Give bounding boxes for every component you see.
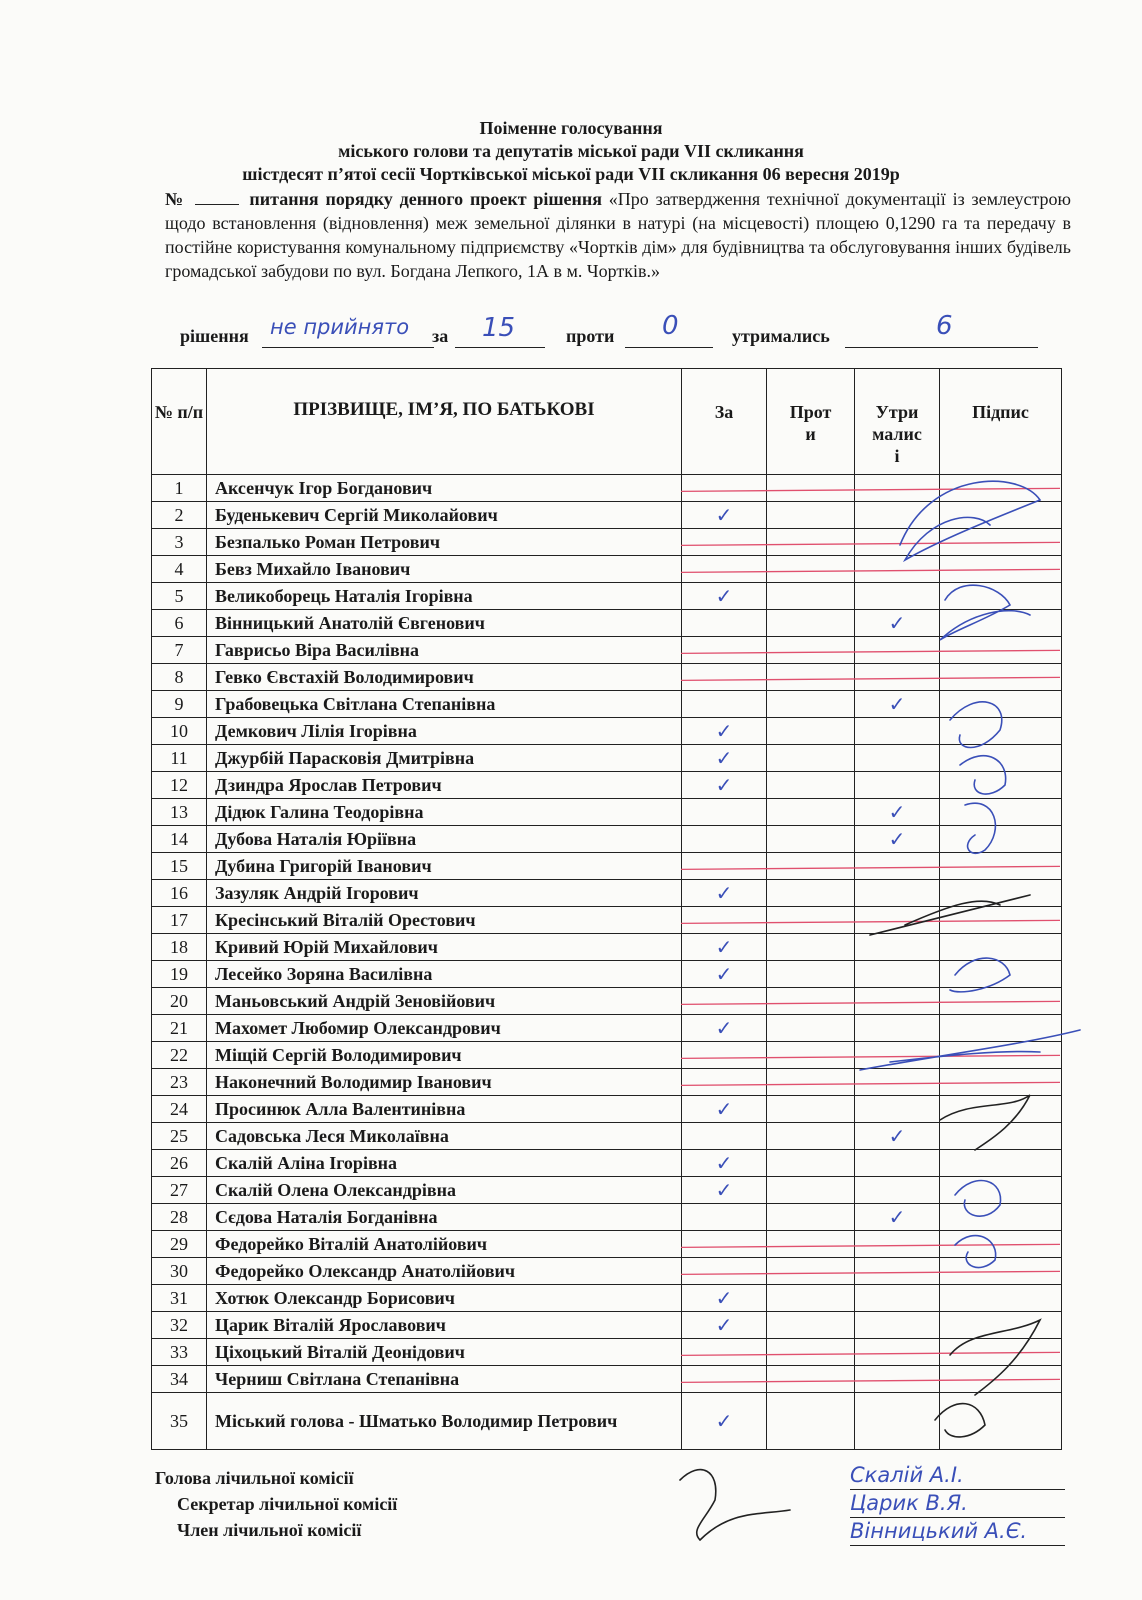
deputy-name: Гевко Євстахій Володимирович (207, 664, 682, 691)
row-number: 31 (152, 1285, 207, 1312)
secretary-label: Секретар лічильної комісії (177, 1494, 398, 1514)
row-number: 28 (152, 1204, 207, 1231)
row-number: 11 (152, 745, 207, 772)
check-mark-icon: ✓ (715, 1178, 733, 1202)
deputy-name: Лесейко Зоряна Василівна (207, 961, 682, 988)
check-mark-icon: ✓ (715, 746, 733, 770)
header-num: № п/п (152, 369, 207, 475)
decision-label: рішення (180, 326, 249, 346)
for-value: 15 (482, 313, 516, 343)
row-number: 8 (152, 664, 207, 691)
check-mark-icon: ✓ (715, 1409, 733, 1433)
row-number: 12 (152, 772, 207, 799)
deputy-name: Кресінський Віталій Орестович (207, 907, 682, 934)
row-number: 34 (152, 1366, 207, 1393)
signature-scribble (955, 1236, 996, 1268)
row-number: 23 (152, 1069, 207, 1096)
header-for: За (682, 369, 767, 475)
document-title: Поіменне голосування (479, 118, 663, 138)
deputy-name: Демкович Лілія Ігорівна (207, 718, 682, 745)
question-lead: питання порядку денного проект рішення (249, 189, 602, 209)
deputy-name: Дідюк Галина Теодорівна (207, 799, 682, 826)
member-name: Вінницький А.Є. (850, 1518, 1065, 1546)
header-signature: Підпис (940, 369, 1062, 475)
chair-label: Голова лічильної комісії (155, 1468, 354, 1488)
deputy-name: Бевз Михайло Іванович (207, 556, 682, 583)
decision-value: не прийнято (270, 315, 410, 339)
abstain-value: 6 (936, 311, 953, 341)
deputy-name: Скалій Аліна Ігорівна (207, 1150, 682, 1177)
deputy-name: Хотюк Олександр Борисович (207, 1285, 682, 1312)
deputy-name: Дубина Григорій Іванович (207, 853, 682, 880)
deputy-name: Буденькевич Сергій Миколайович (207, 502, 682, 529)
deputy-name: Садовська Леся Миколаївна (207, 1123, 682, 1150)
row-number: 33 (152, 1339, 207, 1366)
row-number: 18 (152, 934, 207, 961)
signature-scribble (935, 1404, 985, 1437)
row-number: 3 (152, 529, 207, 556)
row-number: 15 (152, 853, 207, 880)
against-value: 0 (662, 311, 679, 341)
deputy-name: Міський голова - Шматько Володимир Петрович (207, 1393, 682, 1450)
signature-scribble (950, 1320, 1040, 1395)
for-label: за (432, 326, 449, 346)
signature-scribble (950, 958, 1010, 992)
commission-labels (155, 1465, 397, 1543)
chair-name: Скалій А.І. (850, 1462, 1065, 1490)
row-number: 25 (152, 1123, 207, 1150)
deputy-name: Зазуляк Андрій Ігорович (207, 880, 682, 907)
header-against: Проти (767, 369, 855, 475)
deputy-name: Аксенчук Ігор Богданович (207, 475, 682, 502)
row-number: 1 (152, 475, 207, 502)
row-number: 32 (152, 1312, 207, 1339)
deputy-name: Безпалько Роман Петрович (207, 529, 682, 556)
row-number: 20 (152, 988, 207, 1015)
deputy-name: Ціхоцький Віталій Деонідович (207, 1339, 682, 1366)
row-number: 10 (152, 718, 207, 745)
check-mark-icon: ✓ (888, 827, 906, 851)
deputy-name: Дзиндра Ярослав Петрович (207, 772, 682, 799)
deputy-name: Сєдова Наталія Богданівна (207, 1204, 682, 1231)
deputy-name: Джурбій Парасковія Дмитрівна (207, 745, 682, 772)
signature-scribble (870, 895, 1030, 935)
signature-scribble (950, 702, 1002, 748)
row-number: 26 (152, 1150, 207, 1177)
check-mark-icon: ✓ (715, 1016, 733, 1040)
row-number: 5 (152, 583, 207, 610)
row-number: 14 (152, 826, 207, 853)
row-number: 19 (152, 961, 207, 988)
deputy-name: Федорейко Віталій Анатолійович (207, 1231, 682, 1258)
row-number: 17 (152, 907, 207, 934)
deputy-name: Махомет Любомир Олександрович (207, 1015, 682, 1042)
deputy-name: Скалій Олена Олександрівна (207, 1177, 682, 1204)
row-number: 13 (152, 799, 207, 826)
row-number: 22 (152, 1042, 207, 1069)
signature-scribble (940, 585, 1030, 640)
check-mark-icon: ✓ (715, 1286, 733, 1310)
check-mark-icon: ✓ (888, 1205, 906, 1229)
check-mark-icon: ✓ (888, 611, 906, 635)
check-mark-icon: ✓ (715, 881, 733, 905)
signature-scribble (860, 1030, 1080, 1070)
deputy-name: Вінницький Анатолій Євгенович (207, 610, 682, 637)
check-mark-icon: ✓ (715, 962, 733, 986)
deputy-name: Гаврисьо Віра Василівна (207, 637, 682, 664)
deputy-name: Дубова Наталія Юріївна (207, 826, 682, 853)
signature-scribble (680, 1470, 790, 1540)
signature-scribble (955, 1181, 1001, 1217)
row-number: 16 (152, 880, 207, 907)
commission-names (850, 1462, 1065, 1546)
check-mark-icon: ✓ (888, 692, 906, 716)
signature-scribble (900, 481, 1040, 560)
row-number: 6 (152, 610, 207, 637)
deputy-name: Федорейко Олександр Анатолійович (207, 1258, 682, 1285)
row-number: 30 (152, 1258, 207, 1285)
signature-scribble (940, 1095, 1030, 1150)
deputy-name: Царик Віталій Ярославович (207, 1312, 682, 1339)
member-label: Член лічильної комісії (177, 1520, 362, 1540)
document-subtitle: міського голови та депутатів міської ради VII скликання (338, 141, 804, 161)
deputy-name: Черниш Світлана Степанівна (207, 1366, 682, 1393)
row-number: 9 (152, 691, 207, 718)
question-no-label: № (165, 189, 186, 209)
row-number: 7 (152, 637, 207, 664)
signature-scribble (960, 756, 1006, 794)
deputy-name: Кривий Юрій Михайлович (207, 934, 682, 961)
question-text: «Про затвердження технічної документації із землеустрою щодо встановлення (відновлення) меж земельної ділянки в натурі (на місцевості) площею 0,1290 га та передачу в постійне користування комунальному підприємству «Чортків дім» для будівництва та обслуговування інших будівель громадської забудови по вул. Богдана Лепкого, 1А в м. Чортків.» (165, 189, 1072, 281)
row-number: 29 (152, 1231, 207, 1258)
check-mark-icon: ✓ (715, 503, 733, 527)
check-mark-icon: ✓ (888, 1124, 906, 1148)
against-label: проти (566, 326, 615, 346)
row-number: 4 (152, 556, 207, 583)
abstain-label: утримались (732, 326, 830, 346)
header-name: ПРІЗВИЩЕ, ІМ’Я, ПО БАТЬКОВІ (207, 369, 682, 475)
check-mark-icon: ✓ (715, 935, 733, 959)
check-mark-icon: ✓ (715, 773, 733, 797)
signature-scribble (965, 803, 995, 853)
secretary-name: Царик В.Я. (850, 1490, 1065, 1518)
deputy-name: Грабовецька Світлана Степанівна (207, 691, 682, 718)
check-mark-icon: ✓ (888, 800, 906, 824)
row-number: 2 (152, 502, 207, 529)
deputy-name: Маньовський Андрій Зеновійович (207, 988, 682, 1015)
row-number: 35 (152, 1393, 207, 1450)
check-mark-icon: ✓ (715, 719, 733, 743)
check-mark-icon: ✓ (715, 1097, 733, 1121)
check-mark-icon: ✓ (715, 1313, 733, 1337)
session-line: шістдесят п’ятої сесії Чортківської міської ради VII скликання 06 вересня 2019р (242, 164, 900, 184)
check-mark-icon: ✓ (715, 1151, 733, 1175)
deputy-name: Міщій Сергій Володимирович (207, 1042, 682, 1069)
deputy-name: Наконечний Володимир Іванович (207, 1069, 682, 1096)
row-number: 21 (152, 1015, 207, 1042)
check-mark-icon: ✓ (715, 584, 733, 608)
deputy-name: Великоборець Наталія Ігорівна (207, 583, 682, 610)
row-number: 24 (152, 1096, 207, 1123)
header-abstain: Утрималисі (855, 369, 940, 475)
deputy-name: Просинюк Алла Валентинівна (207, 1096, 682, 1123)
row-number: 27 (152, 1177, 207, 1204)
